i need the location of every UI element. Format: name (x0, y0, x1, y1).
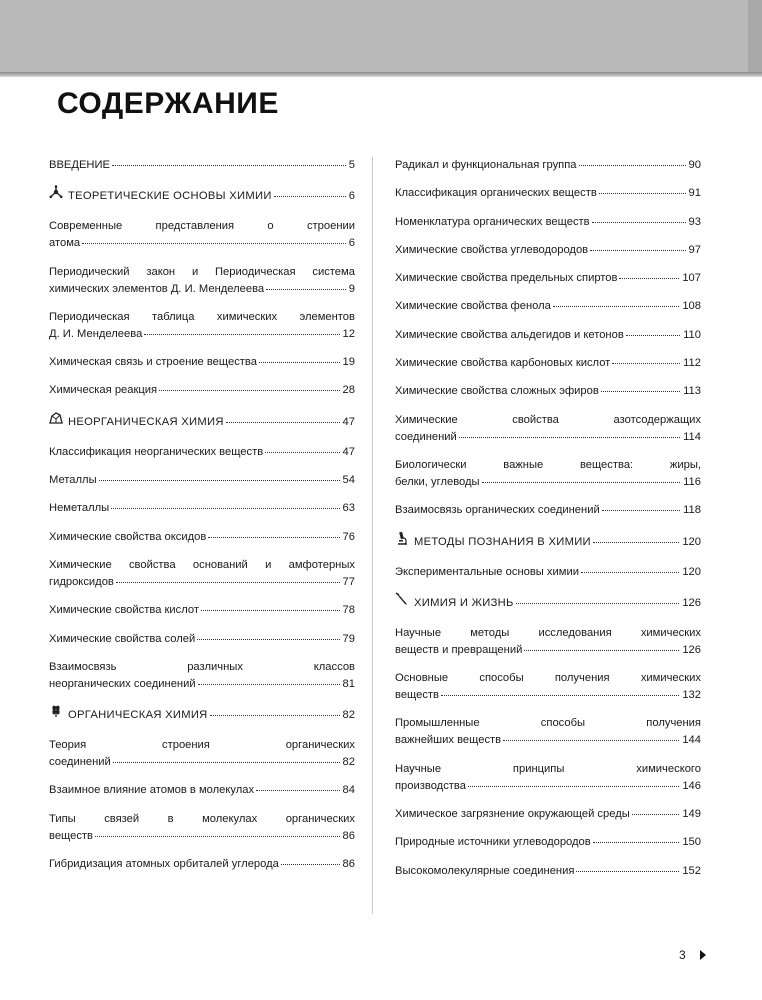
toc-page-number: 120 (682, 535, 701, 548)
toc-section[interactable] (395, 531, 701, 551)
toc-entry-last-line (49, 574, 355, 591)
toc-entry-last-line (49, 185, 355, 205)
toc-entry-last-line (395, 355, 701, 372)
dot-leader (226, 422, 340, 423)
dot-leader (265, 452, 339, 453)
dot-leader (593, 542, 679, 543)
toc-entry[interactable] (395, 806, 701, 823)
toc-page-number: 82 (342, 709, 355, 722)
toc-entry-title: Неметаллы (49, 502, 110, 515)
toc-entry-title: НЕОРГАНИЧЕСКАЯ ХИМИЯ (68, 415, 224, 428)
dot-leader (590, 250, 685, 251)
toc-entry[interactable] (49, 811, 355, 845)
dot-leader (482, 482, 681, 483)
toc-entry-last-line (49, 382, 355, 399)
toc-entry-last-line (395, 327, 701, 344)
toc-entry[interactable] (49, 602, 355, 619)
toc-entry-last-line (49, 326, 355, 343)
toc-entry-line: Научные принципы химического (395, 762, 701, 775)
toc-entry-line: Периодический закон и Периодическая система (49, 265, 355, 278)
toc-page-number: 107 (682, 272, 701, 285)
header-shadow (0, 72, 762, 77)
toc-entry-last-line (395, 642, 701, 659)
toc-entry[interactable] (49, 631, 355, 648)
toc-entry[interactable] (395, 502, 701, 519)
toc-page-number: 149 (682, 808, 701, 821)
toc-page-number: 6 (348, 190, 355, 203)
molecule-icon (49, 185, 63, 199)
dot-leader (579, 165, 686, 166)
toc-entry[interactable] (395, 298, 701, 315)
microscope-icon (395, 531, 409, 545)
column-divider (372, 157, 373, 914)
next-page-arrow-icon[interactable] (700, 950, 706, 960)
toc-entry[interactable] (49, 309, 355, 343)
toc-entry-last-line (395, 834, 701, 851)
toc-left-column (49, 157, 355, 884)
toc-page-number: 126 (682, 643, 701, 656)
toc-page-number: 5 (348, 159, 355, 171)
toc-entry-last-line (49, 444, 355, 461)
toc-entry-title: производства (395, 779, 466, 792)
toc-entry[interactable] (395, 834, 701, 851)
toc-page-number: 12 (342, 327, 355, 340)
toc-entry-title: Химические свойства альдегидов и кетонов (395, 328, 624, 341)
toc-entry-last-line (49, 782, 355, 799)
toc-entry-title: Химические свойства солей (49, 632, 196, 645)
toc-entry-title: химических элементов Д. И. Менделеева (49, 282, 265, 295)
dot-leader (612, 363, 680, 364)
toc-page-number: 144 (682, 734, 701, 747)
dot-leader (632, 814, 680, 815)
toc-entry[interactable] (49, 659, 355, 693)
toc-page-number: 47 (342, 445, 355, 458)
dot-leader (626, 335, 680, 336)
dot-leader (576, 871, 679, 872)
dot-leader (581, 572, 679, 573)
toc-entry-line: Промышленные способы получения (395, 717, 701, 730)
toc-page-number: 118 (683, 504, 701, 517)
toc-entry-line: Научные методы исследования химических (395, 626, 701, 639)
dot-leader (259, 362, 340, 363)
toc-entry-last-line (395, 806, 701, 823)
toc-entry-title: ВВЕДЕНИЕ (49, 159, 111, 171)
toc-entry-last-line (395, 298, 701, 315)
dot-leader (99, 480, 340, 481)
toc-page-number: 81 (342, 677, 355, 690)
toc-entry-line: Современные представления о строении (49, 220, 355, 233)
toc-entry[interactable] (49, 354, 355, 371)
toc-page-number: 82 (342, 756, 355, 769)
toc-page-number: 93 (688, 215, 701, 228)
dot-leader (112, 165, 346, 166)
toc-entry-last-line (49, 529, 355, 546)
toc-entry[interactable] (395, 157, 701, 174)
toc-entry[interactable] (49, 500, 355, 517)
toc-entry[interactable] (395, 327, 701, 344)
toc-entry[interactable] (395, 242, 701, 259)
dot-leader (468, 786, 679, 787)
toc-page-number: 108 (682, 300, 701, 313)
toc-section[interactable] (49, 185, 355, 205)
toc-page-number: 132 (682, 689, 701, 702)
toc-entry[interactable] (395, 715, 701, 749)
dot-leader (208, 537, 339, 538)
dot-leader (111, 508, 339, 509)
header-notch (748, 0, 762, 72)
toc-page-number: 114 (683, 430, 701, 443)
dot-leader (144, 334, 339, 335)
page-number: 3 (679, 948, 686, 962)
toc-entry-title: Химические свойства фенола (395, 300, 551, 313)
toc-entry-title: Радикал и функциональная группа (395, 159, 577, 171)
toc-entry-last-line (395, 531, 701, 551)
toc-entry-title: Химические свойства сложных эфиров (395, 385, 599, 398)
toc-entry-last-line (49, 828, 355, 845)
toc-page-number: 97 (688, 243, 701, 256)
toc-entry-last-line (395, 592, 701, 612)
toc-entry-line: Биологически важные вещества: жиры, (395, 458, 701, 471)
toc-entry-line: Типы связей в молекулах органических (49, 812, 355, 825)
toc-entry-last-line (395, 214, 701, 231)
toc-page-number: 9 (348, 282, 355, 295)
toc-page-number: 116 (683, 475, 701, 488)
toc-entry-last-line (395, 564, 701, 581)
toc-entry-title: атома (49, 237, 81, 250)
toc-entry[interactable] (395, 863, 701, 880)
toc-page-number: 6 (348, 237, 355, 250)
toc-entry-line: Химические свойства азотсодержащих (395, 413, 701, 426)
toc-entry[interactable] (395, 412, 701, 446)
dot-leader (281, 864, 340, 865)
toc-page-number: 91 (688, 187, 701, 200)
dot-leader (95, 836, 340, 837)
toc-entry-title: соединений (395, 430, 457, 443)
toc-entry[interactable] (49, 218, 355, 252)
toc-entry-title: Взаимосвязь органических соединений (395, 504, 600, 517)
toc-entry-title: Химические свойства оксидов (49, 530, 207, 543)
toc-entry[interactable] (395, 383, 701, 400)
toc-entry-title: Химические свойства углеводородов (395, 243, 589, 256)
dot-leader (113, 762, 340, 763)
toc-entry-title: гидроксидов (49, 575, 114, 588)
toc-entry-last-line (49, 472, 355, 489)
toc-page-number: 78 (342, 604, 355, 617)
toc-entry[interactable] (49, 444, 355, 461)
toc-entry[interactable] (49, 856, 355, 873)
toc-entry-line: Основные способы получения химических (395, 672, 701, 685)
toc-page-number: 19 (342, 356, 355, 369)
toc-entry-title: ХИМИЯ И ЖИЗНЬ (414, 596, 514, 609)
toc-entry-last-line (395, 157, 701, 174)
page-title: СОДЕРЖАНИЕ (57, 87, 279, 120)
toc-page-number: 77 (342, 575, 355, 588)
toc-entry[interactable] (395, 670, 701, 704)
toc-page-number: 86 (342, 829, 355, 842)
dot-leader (619, 278, 679, 279)
toc-entry-last-line (395, 270, 701, 287)
toc-entry-title: Химические свойства предельных спиртов (395, 272, 618, 285)
toc-entry[interactable] (49, 529, 355, 546)
toc-entry-title: важнейших веществ (395, 734, 502, 747)
dot-leader (459, 437, 680, 438)
dot-leader (201, 610, 340, 611)
toc-entry-last-line (49, 754, 355, 771)
toc-entry-last-line (49, 235, 355, 252)
rock-icon (49, 411, 63, 425)
toc-page-number: 150 (682, 836, 701, 849)
toc-page-number: 47 (342, 415, 355, 428)
toc-page-number: 152 (682, 864, 701, 877)
dot-leader (602, 510, 680, 511)
toc-entry-last-line (49, 500, 355, 517)
toc-entry-last-line (49, 411, 355, 431)
toc-entry-last-line (395, 242, 701, 259)
dot-leader (553, 306, 679, 307)
toc-entry-title: веществ (49, 829, 94, 842)
dot-leader (82, 243, 346, 244)
toc-entry-last-line (395, 474, 701, 491)
toc-entry-last-line (395, 502, 701, 519)
toc-entry-title: соединений (49, 756, 111, 769)
toc-entry-title: Металлы (49, 474, 97, 487)
toc-entry-title: Номенклатура органических веществ (395, 215, 590, 228)
toc-entry[interactable] (395, 457, 701, 491)
toc-entry-line: Химические свойства оснований и амфотерных (49, 558, 355, 571)
toc-entry-last-line (395, 778, 701, 795)
toc-entry[interactable] (395, 564, 701, 581)
toc-entry[interactable] (395, 355, 701, 372)
toc-entry-line: Взаимосвязь различных классов (49, 660, 355, 673)
dot-leader (198, 684, 340, 685)
toc-entry-title: Экспериментальные основы химии (395, 565, 579, 578)
wheat-icon (49, 704, 63, 718)
toc-page-number: 76 (342, 530, 355, 543)
toc-entry-last-line (49, 676, 355, 693)
toc-page-number: 63 (342, 502, 355, 515)
dot-leader (256, 790, 339, 791)
dot-leader (503, 740, 679, 741)
toc-section[interactable] (395, 592, 701, 612)
toc-page-number: 126 (682, 596, 701, 609)
toc-section[interactable] (49, 704, 355, 724)
toc-entry[interactable] (395, 214, 701, 231)
toc-entry-last-line (49, 704, 355, 724)
pipette-icon (395, 592, 409, 606)
toc-entry-title: Природные источники углеводородов (395, 836, 591, 849)
toc-entry-title: Высокомолекулярные соединения (395, 864, 575, 877)
toc-entry-last-line (395, 732, 701, 749)
toc-page-number: 113 (683, 385, 701, 398)
toc-entry-last-line (395, 863, 701, 880)
toc-entry[interactable] (49, 472, 355, 489)
toc-entry-title: Химическая реакция (49, 384, 158, 397)
toc-entry-title: веществ и превращений (395, 643, 523, 656)
toc-entry[interactable] (49, 782, 355, 799)
toc-entry[interactable] (49, 382, 355, 399)
toc-entry-line: Теория строения органических (49, 739, 355, 752)
toc-entry-title: белки, углеводы (395, 475, 480, 488)
toc-page-number: 84 (342, 784, 355, 797)
dot-leader (159, 390, 339, 391)
toc-entry[interactable] (49, 157, 355, 174)
toc-entry-title: МЕТОДЫ ПОЗНАНИЯ В ХИМИИ (414, 535, 591, 548)
dot-leader (524, 650, 679, 651)
toc-entry-last-line (49, 354, 355, 371)
toc-entry[interactable] (395, 625, 701, 659)
toc-section[interactable] (49, 411, 355, 431)
toc-entry[interactable] (49, 264, 355, 298)
toc-entry-title: Химическая связь и строение вещества (49, 356, 257, 369)
toc-entry-last-line (49, 281, 355, 298)
toc-entry-title: Химические свойства карбоновых кислот (395, 357, 611, 370)
toc-entry-last-line (395, 185, 701, 202)
header-band (0, 0, 762, 72)
toc-page-number: 86 (342, 858, 355, 871)
toc-entry-last-line (395, 383, 701, 400)
toc-entry-title: Классификация неорганических веществ (49, 445, 264, 458)
toc-page-number: 146 (682, 779, 701, 792)
toc-entry-last-line (49, 602, 355, 619)
toc-page-number: 112 (683, 357, 701, 370)
dot-leader (441, 695, 679, 696)
toc-entry[interactable] (395, 270, 701, 287)
toc-entry-title: ТЕОРЕТИЧЕСКИЕ ОСНОВЫ ХИМИИ (68, 190, 272, 203)
toc-page-number: 90 (688, 159, 701, 171)
dot-leader (197, 639, 339, 640)
toc-entry-last-line (395, 687, 701, 704)
toc-entry-title: неорганических соединений (49, 677, 196, 690)
toc-entry-title: Классификация органических веществ (395, 187, 597, 200)
dot-leader (599, 193, 686, 194)
toc-entry-line: Периодическая таблица химических элементов (49, 310, 355, 323)
dot-leader (116, 582, 340, 583)
dot-leader (592, 222, 686, 223)
dot-leader (266, 289, 346, 290)
dot-leader (516, 603, 680, 604)
toc-entry-title: Д. И. Менделеева (49, 327, 143, 340)
toc-entry-last-line (395, 429, 701, 446)
toc-entry-last-line (49, 856, 355, 873)
toc-entry-title: Гибридизация атомных орбиталей углерода (49, 858, 279, 871)
toc-entry[interactable] (395, 761, 701, 795)
dot-leader (274, 196, 346, 197)
dot-leader (593, 842, 680, 843)
toc-page-number: 54 (342, 474, 355, 487)
toc-entry-title: Химическое загрязнение окружающей среды (395, 808, 630, 821)
dot-leader (210, 715, 340, 716)
toc-entry-last-line (49, 157, 355, 174)
toc-entry-title: веществ (395, 689, 440, 702)
toc-page-number: 79 (342, 632, 355, 645)
toc-page-number: 110 (683, 328, 701, 341)
toc-entry[interactable] (49, 557, 355, 591)
toc-entry-last-line (49, 631, 355, 648)
toc-page-number: 120 (682, 565, 701, 578)
toc-entry-title: Химические свойства кислот (49, 604, 200, 617)
dot-leader (601, 391, 680, 392)
toc-entry[interactable] (49, 737, 355, 771)
toc-entry-title: Взаимное влияние атомов в молекулах (49, 784, 255, 797)
toc-page-number: 28 (342, 384, 355, 397)
toc-entry-title: ОРГАНИЧЕСКАЯ ХИМИЯ (68, 709, 208, 722)
toc-right-column (395, 157, 701, 891)
toc-entry[interactable] (395, 185, 701, 202)
